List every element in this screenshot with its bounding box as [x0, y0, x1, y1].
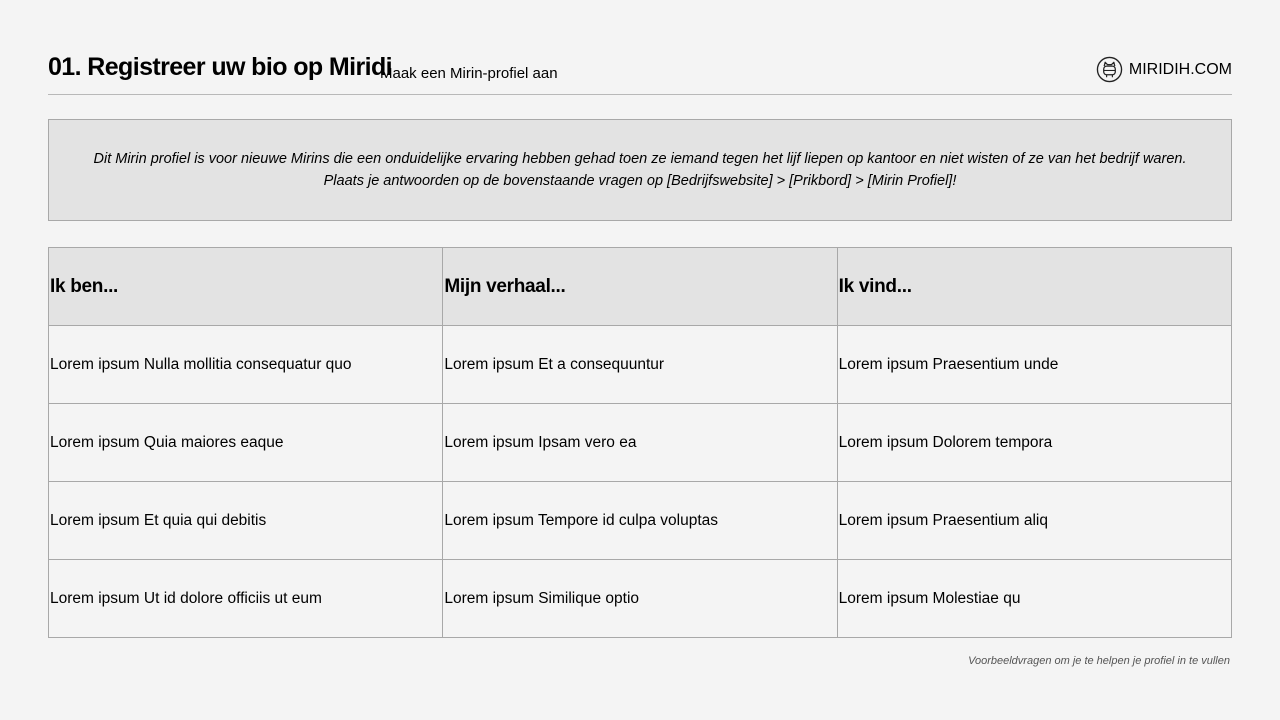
cat-mascot-icon	[1096, 56, 1123, 83]
table-cell: Lorem ipsum Similique optio	[443, 560, 837, 638]
table-cell: Lorem ipsum Molestiae qu	[837, 560, 1231, 638]
table-row	[49, 326, 1232, 404]
profile-table-container	[48, 247, 1232, 638]
table-cell: Lorem ipsum Et quia qui debitis	[49, 482, 443, 560]
table-row	[49, 482, 1232, 560]
brand	[1096, 56, 1232, 83]
table-cell: Lorem ipsum Tempore id culpa voluptas	[443, 482, 837, 560]
table-cell: Lorem ipsum Quia maiores eaque	[49, 404, 443, 482]
table-cell: Lorem ipsum Dolorem tempora	[837, 404, 1231, 482]
page-title: 01. Registreer uw bio op Miridi	[48, 53, 392, 81]
table-cell: Lorem ipsum Ipsam vero ea	[443, 404, 837, 482]
intro-line-1: Dit Mirin profiel is voor nieuwe Mirins die een onduidelijke ervaring hebben gehad toen ze iemand tegen het lijf liepen op kantoor en niet wisten of ze van het bedrijf waren.	[93, 151, 1187, 167]
table-cell: Lorem ipsum Et a consequuntur	[443, 326, 837, 404]
column-header-mijn-verhaal: Mijn verhaal...	[443, 248, 837, 326]
footnote: Voorbeeldvragen om je te helpen je profiel in te vullen	[968, 655, 1230, 667]
column-header-ik-ben: Ik ben...	[49, 248, 443, 326]
table-cell: Lorem ipsum Praesentium aliq	[837, 482, 1231, 560]
table-cell: Lorem ipsum Nulla mollitia consequatur quo	[49, 326, 443, 404]
brand-name: MIRIDIH.COM	[1128, 60, 1232, 78]
header	[48, 50, 1232, 95]
table-cell: Lorem ipsum Praesentium unde	[837, 326, 1231, 404]
table-header-row	[49, 248, 1232, 326]
table-cell: Lorem ipsum Ut id dolore officiis ut eum	[49, 560, 443, 638]
page-subtitle: Maak een Mirin-profiel aan	[380, 65, 558, 82]
table-row	[49, 404, 1232, 482]
profile-table	[48, 247, 1232, 638]
intro-box	[48, 119, 1232, 221]
table-row	[49, 560, 1232, 638]
column-header-ik-vind: Ik vind...	[837, 248, 1231, 326]
intro-line-2: Plaats je antwoorden op de bovenstaande vragen op [Bedrijfswebsite] > [Prikbord] > [Mirin Profiel]!	[323, 173, 957, 189]
